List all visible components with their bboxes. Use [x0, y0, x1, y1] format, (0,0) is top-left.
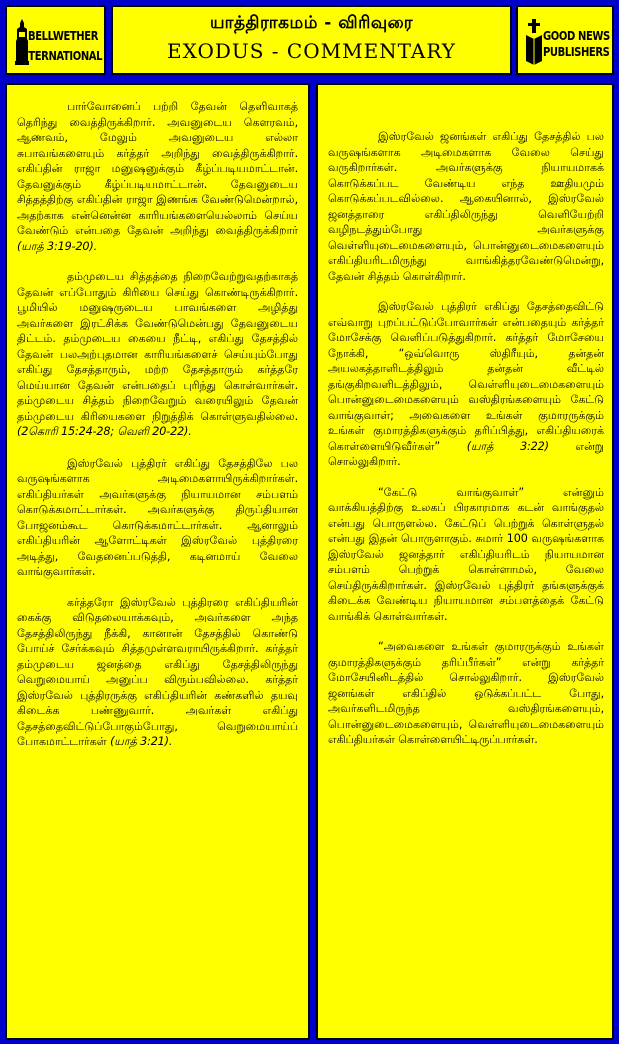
page-title-tamil: யாத்திராகமம் - விரிவுரை: [210, 13, 413, 33]
left-paragraph-1: [17, 99, 298, 254]
right-column: [316, 83, 614, 1040]
logo-left-line2: INTERNATIONAL: [17, 50, 103, 64]
logo-left-line1: BELLWETHER: [28, 30, 99, 44]
paragraph-text: இஸ்ரவேல் புத்திரர் எகிப்து தேசத்தைவிட்டு எவ்வாறு புறப்பட்டுப்போவார்கள் என்பதையும் கர்த்தர் மோசேக்கு வெளிப்படுத்துகிறார். கர்த்தர் மோசேயை நோக்கி, “ஒவ்வொரு ஸ்திரீயும், தன்தன் அயலகத்தாளிடத்திலும் தன்தன் வீட்டில் தங்குகிறவளிடத்திலும், வெள்ளியுடைமைகளையும் பொன்னுடைமைகளையும் வஸ்திரங்களையும் கேட்டு வாங்குவாள்; அவைகளை உங்கள் குமாரருக்கும் உங்கள் குமாரத்திகளுக்கும் தரிப்பித்து, எகிப்தியரைக் கொள்ளையிடுவீர்கள்”: [328, 300, 604, 453]
title-box: [111, 5, 512, 75]
good-news-logo: [516, 5, 614, 75]
paragraph-text: இஸ்ரவேல் புத்திரர் எகிப்து தேசத்திலே பல வருஷங்களாக அடிமைகளாயிருக்கிறார்கள். எகிப்தியர்கள் அவர்களுக்கு நியாயமான சம்பளம் கொடுக்கமாட்டார்கள். அவர்களுக்கு திருப்தியான போஜனம்கூட கொடுக்கமாட்டார்கள். ஆனாலும் எகிப்தியரின் ஆளோட்டிகள் இஸ்ரவேல் புத்திரரை அடித்து, வேதனைப்படுத்தி, கடினமாய் வேலை வாங்குவார்கள்.: [17, 456, 298, 578]
paragraph-text: கர்த்தரோ இஸ்ரவேல் புத்திரரை எகிப்தியரின் கைக்கு விடுதலையாக்கவும், அவர்களை அந்த தேசத்திலிருந்து நீக்கி, கானான் தேசத்தில் கொண்டு போய்ச் சேர்க்கவும் சித்தமுள்ளவராயிருக்கிறார். கர்த்தர் தம்முடைய ஜனத்தை எகிப்து தேசத்திலிருந்து வெறுமையாய் அனுப்ப விரும்பவில்லை. கர்த்தர் இஸ்ரவேல் புத்திரருக்கு எகிப்தியரின் கண்களில் தயவு கிடைக்க பண்ணுவார். அவர்கள் எகிப்து தேசத்தைவிட்டுப்போகும்போது, வெறுமையாய்ப் போகமாட்டார்கள்: [17, 595, 298, 748]
scripture-reference: (யாத் 3:19-20).: [17, 239, 98, 253]
scripture-reference: (யாத் 3:22): [466, 439, 549, 453]
scripture-reference: (2கொரி 15:24-28; வெளி 20-22).: [17, 425, 192, 438]
right-paragraph-1: [328, 129, 604, 284]
left-column: [5, 83, 310, 1040]
right-paragraph-3: [328, 485, 604, 625]
left-paragraph-2: [17, 269, 298, 440]
paragraph-text: இஸ்ரவேல் ஜனங்கள் எகிப்து தேசத்தில் பல வருஷங்களாக அடிமைகளாக வேலை செய்து வருகிறார்கள். அவர்களுக்கு நியாயமாகக் கொடுக்கப்பட வேண்டிய எந்த ஊதியமும் கொடுக்கப்படவில்லை. ஆகையினால், இஸ்ரவேல் ஜனத்தாரை எகிப்திலிருந்து வெளியேற்றி வழிநடத்தும்போது அவர்களுக்கு வெள்ளியுடைமைகளையும், பொன்னுடைமைகளையும் எகிப்தியரிடமிருந்து வாங்கித்தரவேண்டுமென்று, தேவன் சித்தம் கொள்கிறார்.: [328, 130, 604, 283]
logo-right-line1: GOOD NEWS: [543, 30, 610, 44]
right-paragraph-4: [328, 639, 604, 748]
right-paragraph-2: [328, 299, 604, 470]
header: [3, 3, 616, 75]
paragraph-text: தம்முடைய சித்தத்தை நிறைவேற்றுவதற்காகத் தேவன் எப்போதும் கிரியை செய்து கொண்டிருக்கிறார். பூமியில் மனுஷருடைய பாவங்களை அழித்து அவர்களை இரட்சிக்க வேண்டுமென்பது தேவனுடைய திட்டம். தம்முடைய கையை நீட்டி, எகிப்து தேசத்தில் தேவன் பலஅற்புதமான காரியங்களைச் செய்யும்போது எகிப்து தேசத்தாரும், மற்ற தேசத்தாரும் கர்த்தரே மெய்யான தேவன் என்பதைப் புரிந்து கொள்வார்கள். தம்முடைய சித்தம் நிறைவேறும் வரையிலும் தேவன் தம்முடைய கிரியைகளை நிறுத்திக் கொள்ளுவதில்லை.: [17, 270, 298, 423]
page-frame: [3, 3, 616, 1041]
paragraph-text: “அவைகளை உங்கள் குமாரருக்கும் உங்கள் குமாரத்திகளுக்கும் தரிப்பீர்கள்” என்று கர்த்தர் மோசேயினிடத்தில் சொல்லுகிறார். இஸ்ரவேல் ஜனங்கள் எகிப்தில் ஒடுக்கப்பட்ட போது, அவர்களிடமிருந்த வஸ்திரங்களையும், பொன்னுடைமைகளையும், வெள்ளியுடைமைகளையும் எகிப்தியர்கள் கொள்ளையிட்டிருப்பார்கள்.: [328, 640, 604, 746]
book-cross-logo-icon: [526, 19, 542, 65]
scripture-reference: (யாத் 3:21).: [110, 735, 173, 748]
page-title-english: EXODUS - COMMENTARY: [166, 39, 457, 63]
paragraph-text-after: என்று சொல்லுகிறார்.: [328, 439, 604, 468]
paragraph-text: “கேட்டு வாங்குவாள்” என்னும் வாக்கியத்திற்கு உலகப் பிரகாரமாக கடன் வாங்குதல் என்பது பொருளல்ல. கேட்டுப் பெற்றுக் கொள்ளுதல் என்பது இதன் பொருளாகும். சுமார் 100 வருஷங்களாக இஸ்ரவேல் ஜனத்தார் எகிப்தியரிடம் நியாயமான சம்பளம் பெற்றுக் கொள்ளாமல், வேலை செய்திருக்கிறார்கள். இஸ்ரவேல் புத்திரர் தங்களுக்குக் கிடைக்க வேண்டிய நியாயமான சம்பளத்தைக் கேட்டு வாங்கிக் கொள்வார்கள்.: [328, 485, 604, 623]
left-paragraph-3: [17, 456, 298, 580]
bellwether-logo: [5, 5, 106, 75]
logo-right-line2: PUBLISHERS: [543, 46, 610, 60]
left-paragraph-4: [17, 595, 298, 750]
paragraph-text: பார்வோனைப் பற்றி தேவன் தெளிவாகத் தெரிந்து வைத்திருக்கிறார். அவனுடைய கௌரவம், ஆணவம், மேலும் அவனுடைய எல்லா சுபாவங்களையும் கர்த்தர் அறிந்து வைத்திருக்கிறார். எகிப்தின் ராஜா மனுஷனுக்கும் கீழ்ப்படியமாட்டான். தேவனுக்கும் கீழ்ப்படியமாட்டான். தேவனுடைய சித்தத்திற்கு எகிப்தின் ராஜா இணங்க வேண்டுமென்றால், அதற்காக என்னென்ன காரியங்களையெல்லாம் செய்ய வேண்டும் என்பதை தேவன் அறிந்து வைத்திருக்கிறார்: [17, 100, 298, 237]
